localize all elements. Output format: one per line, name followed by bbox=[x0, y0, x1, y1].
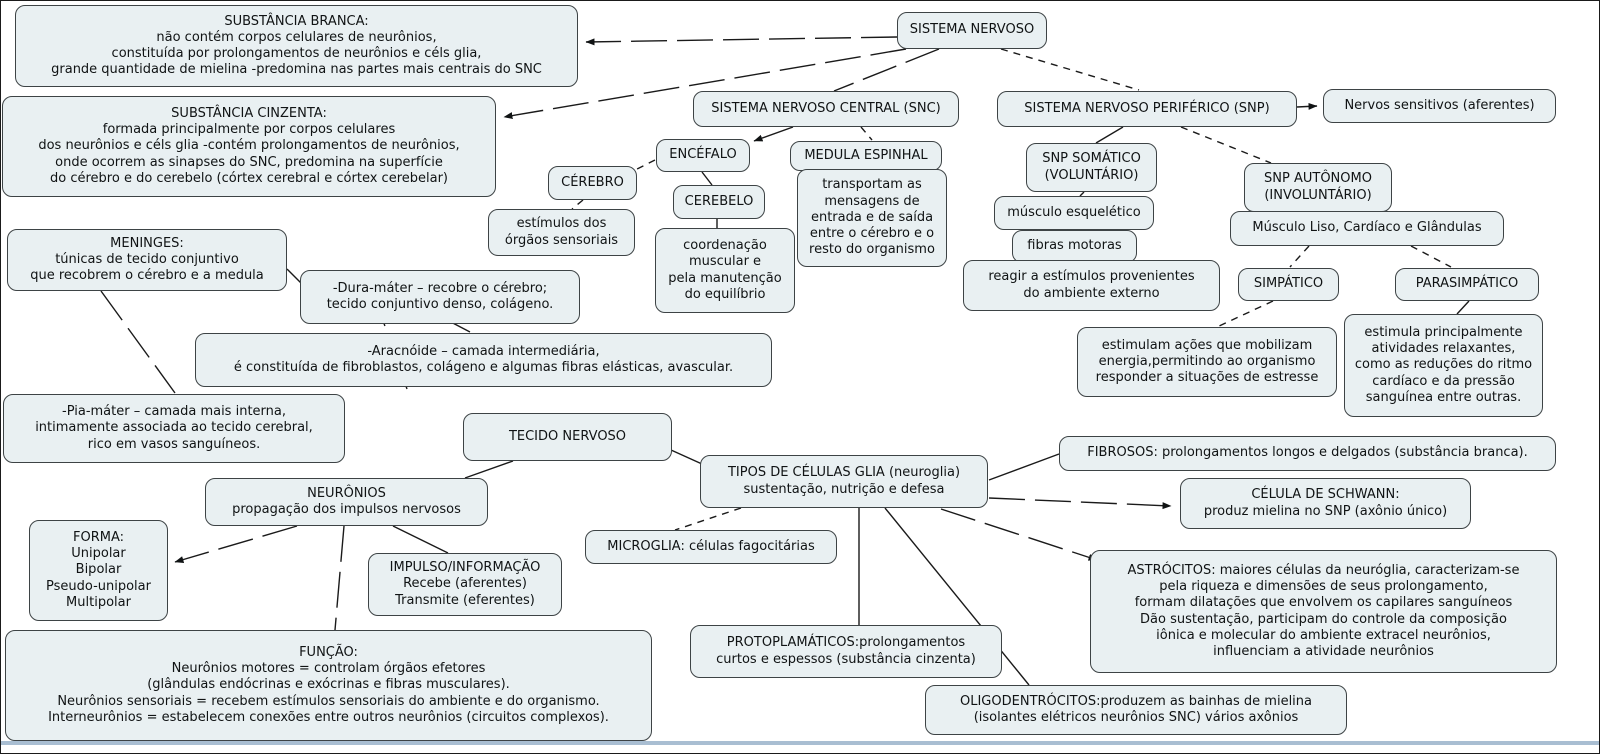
node-text-line: estimula principalmente bbox=[1364, 324, 1523, 340]
node-text-line: Pseudo-unipolar bbox=[46, 578, 151, 594]
node-text-line: Nervos sensitivos (aferentes) bbox=[1344, 97, 1535, 113]
node-oligodentrocitos[interactable] bbox=[925, 685, 1347, 735]
node-microglia[interactable] bbox=[585, 530, 837, 564]
node-text-line: FIBROSOS: prolongamentos longos e delgados (substância branca). bbox=[1087, 445, 1528, 461]
node-text-line: Neurônios motores = controlam órgãos efetores bbox=[171, 661, 486, 677]
node-text-line: pela manutenção bbox=[668, 270, 782, 286]
node-text-line: OLIGODENTRÓCITOS:produzem as bainhas de mielina bbox=[960, 693, 1312, 709]
node-text-line: constituída por prolongamentos de neurônios e céls glia, bbox=[111, 46, 482, 61]
node-text-line: SISTEMA NERVOSO bbox=[909, 22, 1035, 38]
node-dura-mater[interactable] bbox=[300, 270, 580, 324]
node-estimulos-orgaos[interactable] bbox=[488, 209, 635, 256]
node-astrocitos[interactable] bbox=[1090, 550, 1557, 673]
node-snp-autonomo[interactable] bbox=[1244, 163, 1392, 212]
node-text-line: reagir a estímulos provenientes bbox=[988, 269, 1195, 285]
connector-line bbox=[941, 509, 1097, 560]
node-text-line: Bipolar bbox=[75, 562, 122, 578]
connector-line bbox=[101, 291, 175, 393]
node-text-line: iônica e molecular do ambiente extracel neurônios, bbox=[1156, 627, 1491, 643]
node-snc[interactable] bbox=[693, 91, 959, 127]
node-text-line: estímulos dos bbox=[516, 216, 607, 232]
node-musculo-liso[interactable] bbox=[1230, 211, 1504, 246]
node-snp-somatico[interactable] bbox=[1026, 143, 1157, 192]
node-simpatico[interactable] bbox=[1238, 268, 1339, 301]
node-text-line: responder a situações de estresse bbox=[1095, 370, 1319, 386]
node-reagir-estimulos[interactable] bbox=[963, 260, 1220, 311]
node-text-line: ASTRÓCITOS: maiores células da neuróglia, caracterizam-se bbox=[1127, 562, 1520, 578]
node-text-line: CEREBELO bbox=[684, 193, 754, 209]
node-text-line: entre o cérebro e o bbox=[809, 226, 935, 242]
connector-line bbox=[1290, 246, 1309, 267]
node-text-line: rico em vasos sanguíneos. bbox=[87, 436, 261, 452]
node-text-line: MEDULA ESPINHAL bbox=[804, 147, 928, 163]
node-text-line: (VOLUNTÁRIO) bbox=[1044, 167, 1139, 183]
node-aracnoide[interactable] bbox=[195, 333, 772, 387]
node-neuronios[interactable] bbox=[205, 478, 488, 526]
connector-line bbox=[671, 450, 702, 464]
node-text-line: TIPOS DE CÉLULAS GLIA (neuroglia) bbox=[727, 465, 961, 481]
node-text-line: estimulam ações que mobilizam bbox=[1101, 337, 1313, 353]
node-text-line: propagação dos impulsos nervosos bbox=[232, 502, 461, 517]
node-funcao[interactable] bbox=[5, 630, 652, 741]
connector-line bbox=[834, 49, 939, 91]
connector-line bbox=[1181, 127, 1271, 163]
node-text-line: CÉLULA DE SCHWANN: bbox=[1251, 487, 1400, 503]
node-text-line: do ambiente externo bbox=[1023, 285, 1160, 301]
node-text-line: sanguínea entre outras. bbox=[1365, 389, 1522, 405]
connector-line bbox=[1457, 301, 1469, 314]
node-coordenacao[interactable] bbox=[655, 228, 795, 313]
node-substancia-branca[interactable] bbox=[15, 5, 578, 87]
node-fibras-motoras[interactable] bbox=[1012, 230, 1137, 263]
node-text-line: MENINGES: bbox=[110, 235, 184, 251]
node-text-line: túnicas de tecido conjuntivo bbox=[55, 251, 239, 267]
node-text-line: IMPULSO/INFORMAÇÃO bbox=[389, 560, 541, 576]
connector-line bbox=[1297, 106, 1317, 107]
node-encefalo[interactable] bbox=[656, 139, 750, 172]
node-nervos-sensitivos[interactable] bbox=[1323, 89, 1556, 123]
connector-line bbox=[702, 172, 712, 185]
node-text-line: -Pia-máter – camada mais interna, bbox=[62, 404, 286, 420]
node-text-line: -Aracnóide – camada intermediária, bbox=[367, 343, 600, 359]
connector-line bbox=[1096, 127, 1123, 143]
node-celula-schwann[interactable] bbox=[1180, 478, 1471, 529]
node-text-line: transportam as bbox=[822, 177, 922, 193]
node-text-line: resto do organismo bbox=[809, 242, 935, 258]
node-text-line: ENCÉFALO bbox=[669, 147, 737, 163]
node-text-line: onde ocorrem as sinapses do SNC, predomina na superfície bbox=[55, 154, 443, 170]
node-text-line: do cérebro e do cerebelo (córtex cerebral e córtex cerebelar) bbox=[50, 170, 448, 186]
connector-line bbox=[393, 526, 448, 553]
connector-line bbox=[989, 454, 1059, 480]
node-text-line: grande quantidade de mielina -predomina nas partes mais centrais do SNC bbox=[51, 62, 542, 78]
node-text-line: Unipolar bbox=[71, 546, 126, 562]
node-text-line: pela riqueza e dimensões de seus prolongamento, bbox=[1159, 579, 1488, 594]
node-text-line: como as reduções do ritmo bbox=[1354, 357, 1533, 373]
node-forma[interactable] bbox=[29, 520, 168, 621]
node-substancia-cinzenta[interactable] bbox=[2, 96, 496, 197]
connector-line bbox=[861, 127, 872, 140]
node-text-line: (INVOLUNTÁRIO) bbox=[1264, 187, 1372, 203]
node-text-line: curtos e espessos (substância cinzenta) bbox=[716, 651, 976, 667]
node-meninges[interactable] bbox=[7, 229, 287, 291]
node-text-line: muscular e bbox=[688, 254, 762, 270]
node-text-line: (glândulas endócrinas e exócrinas e fibras musculares). bbox=[147, 677, 510, 693]
node-text-line: é constituída de fibroblastos, colágeno e algumas fibras elásticas, avascular. bbox=[233, 360, 734, 375]
connector-line bbox=[175, 526, 297, 562]
connector-line bbox=[989, 498, 1171, 506]
node-text-line: influenciam a atividade neurônios bbox=[1213, 644, 1434, 659]
node-text-line: Recebe (aferentes) bbox=[403, 576, 527, 592]
node-text-line: Multipolar bbox=[66, 594, 131, 610]
node-text-line: SISTEMA NERVOSO CENTRAL (SNC) bbox=[711, 100, 941, 116]
node-text-line: -Dura-máter – recobre o cérebro; bbox=[332, 280, 548, 296]
node-protoplamaticos[interactable] bbox=[690, 625, 1002, 678]
node-text-line: tecido conjuntivo denso, colágeno. bbox=[326, 297, 554, 312]
node-text-line: PARASIMPÁTICO bbox=[1415, 276, 1519, 292]
connector-line bbox=[586, 37, 897, 42]
node-text-line: que recobrem o cérebro e a medula bbox=[30, 268, 264, 284]
node-text-line: não contém corpos celulares de neurônios, bbox=[156, 29, 437, 45]
node-text-line: músculo esquelético bbox=[1007, 204, 1141, 220]
node-transportam[interactable] bbox=[797, 169, 947, 267]
node-text-line: fibras motoras bbox=[1027, 238, 1122, 254]
node-text-line: formam dilatações que envolvem os capilares sanguíneos bbox=[1134, 595, 1513, 611]
node-cerebro[interactable] bbox=[548, 166, 637, 200]
connector-line bbox=[1217, 301, 1273, 327]
node-text-line: MICROGLIA: células fagocitárias bbox=[607, 538, 815, 554]
node-estimula-relaxantes[interactable] bbox=[1344, 314, 1543, 417]
node-snp[interactable] bbox=[997, 91, 1297, 127]
node-text-line: dos neurônios e céls glia -contém prolongamentos de neurônios, bbox=[38, 138, 460, 154]
node-text-line: SNP SOMÁTICO bbox=[1042, 151, 1141, 167]
node-text-line: produz mielina no SNP (axônio único) bbox=[1203, 503, 1448, 519]
node-text-line: Músculo Liso, Cardíaco e Glândulas bbox=[1252, 220, 1482, 236]
node-pia-mater[interactable] bbox=[3, 394, 345, 463]
node-tecido-nervoso[interactable] bbox=[463, 413, 672, 461]
connector-line bbox=[287, 269, 301, 283]
connector-line bbox=[675, 508, 741, 530]
node-fibrosos[interactable] bbox=[1059, 436, 1556, 471]
node-musculo-esqueletico[interactable] bbox=[994, 196, 1154, 230]
node-text-line: sustentação, nutrição e defesa bbox=[743, 481, 945, 497]
node-text-line: entrada e de saída bbox=[810, 209, 934, 225]
node-text-line: órgãos sensoriais bbox=[504, 232, 619, 248]
connector-line bbox=[335, 526, 344, 630]
node-text-line: intimamente associada ao tecido cerebral, bbox=[35, 420, 313, 436]
node-text-line: TECIDO NERVOSO bbox=[508, 428, 627, 444]
node-text-line: NEURÔNIOS bbox=[307, 485, 386, 501]
node-impulso-informacao[interactable] bbox=[368, 553, 562, 616]
node-tipos-glia[interactable] bbox=[700, 455, 988, 508]
node-text-line: CÉREBRO bbox=[561, 174, 624, 190]
node-text-line: atividades relaxantes, bbox=[1371, 341, 1516, 357]
node-text-line: Interneurônios = estabelecem conexões entre outros neurônios (circuitos complexos). bbox=[48, 709, 609, 725]
connector-line bbox=[1411, 246, 1451, 267]
node-text-line: FUNÇÃO: bbox=[299, 644, 358, 660]
connector-line bbox=[1001, 49, 1139, 90]
node-text-line: do equilíbrio bbox=[684, 286, 766, 302]
node-text-line: Dão sustentação, participam do controle da composição bbox=[1140, 611, 1507, 627]
node-medula-espinhal[interactable] bbox=[790, 141, 942, 171]
node-text-line: SUBSTÂNCIA CINZENTA: bbox=[171, 105, 327, 121]
connector-line bbox=[572, 200, 583, 209]
node-sistema-nervoso[interactable] bbox=[897, 12, 1047, 49]
node-text-line: cardíaco e da pressão bbox=[1372, 373, 1515, 389]
connector-line bbox=[754, 127, 793, 141]
node-text-line: energia,permitindo ao organismo bbox=[1098, 353, 1316, 369]
node-text-line: (isolantes elétricos neurônios SNC) vários axônios bbox=[973, 710, 1299, 725]
node-text-line: Transmite (eferentes) bbox=[395, 592, 535, 608]
node-text-line: SIMPÁTICO bbox=[1253, 276, 1324, 292]
node-cerebelo[interactable] bbox=[673, 185, 765, 219]
node-text-line: mensagens de bbox=[824, 193, 920, 209]
node-text-line: SNP AUTÔNOMO bbox=[1264, 171, 1372, 187]
node-estimulam-acoes[interactable] bbox=[1077, 327, 1337, 397]
node-text-line: coordenação bbox=[683, 238, 767, 253]
node-text-line: SISTEMA NERVOSO PERIFÉRICO (SNP) bbox=[1024, 100, 1270, 116]
node-parasimpatico[interactable] bbox=[1395, 268, 1539, 301]
node-text-line: FORMA: bbox=[72, 529, 124, 545]
connector-line bbox=[465, 461, 513, 478]
node-text-line: SUBSTÂNCIA BRANCA: bbox=[224, 13, 369, 29]
node-text-line: PROTOPLAMÁTICOS:prolongamentos bbox=[726, 635, 966, 651]
node-text-line: Neurônios sensoriais = recebem estímulos sensoriais do ambiente e do organismo. bbox=[57, 693, 600, 709]
window-bottom-edge bbox=[1, 741, 1600, 745]
node-text-line: formada principalmente por corpos celulares bbox=[102, 122, 396, 138]
